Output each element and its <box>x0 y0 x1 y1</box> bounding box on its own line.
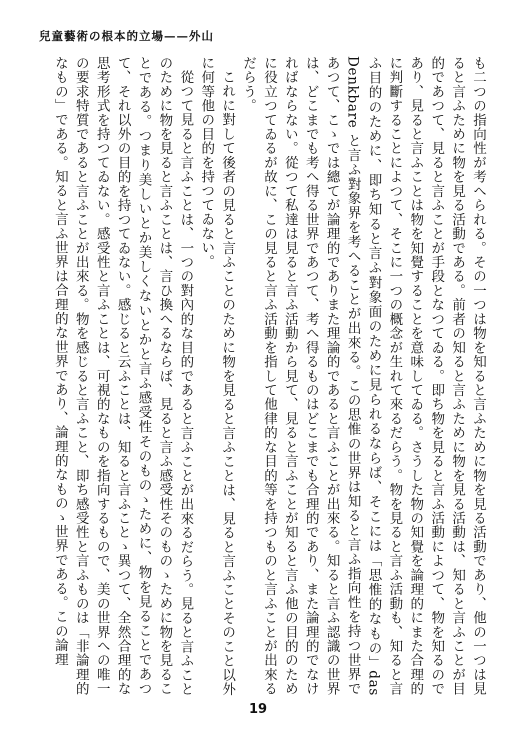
paragraph: これに對して後者の見ると言ふことのために物を見ると言ふことは、見ると言ふことそのこと以外に何等他の目的を持つてゐない。 <box>198 56 236 696</box>
running-title: 兒童藝術の根本的立場——外山 <box>39 29 214 43</box>
paragraph: 從つて見ると言ふことは、一つの對內的な目的であると言ふことが出來るだらう。見ると言ふことのために物を見ると言ふことは、言ひ換へるならば、見ると言ふ感受性そのものゝために物を見ることである。つまり美しいとか美しくないとかと言ふ感受性そのものゝために、物を見ることであつて、それ以外の目的を持つてゐない。感じると云ふことは、知ると言ふことゝ異つて、全然合理的な思考形式を持つてゐない。感受性と言ふことは、可視的なものを指向するもので、美の世界への唯一の要求特質であると言ふことが出來る。物を感じると言ふこと、即ち感受性と言ふものは「非論理的なもの」である。知ると言ふ世界は合理的な世界であり、論理的なものゝ世界である。この論理 <box>51 56 194 696</box>
page-number: 19 <box>248 702 268 717</box>
paragraph: も二つの指向性が考へられる。その一つは物を知ると言ふために物を見る活動であり、他の一つは見ると言ふために物を見る活動である。前者の知ると言ふために物を見る活動は、知ると言ふことが目的であつて、見ると言ふことが手段となつてゐる。即ち物を見ると言ふ活動によつて、物を知るのであり、見ると言ふことは物を知覺することを意味してゐる。さうした物の知覺を論理的にまた合理的に判斷することによつて、そこに一つの概念が生れて來るだらう。物を見ると言ふ活動も、知ると言ふ目的のために、即ち知ると言ふ對象面のために見られるならば、そこには「思惟的なもの」das Denkbare と言ふ對象界を考へることが出來る。この思惟の世界は知ると言ふ指向性を持つ世界であつて、こゝでは總てが論理的でありまた理論的であると言ふことが出來る。知ると言ふ認識の世界は、どこまでも考へ得る世界であつて、考へ得るものはどこまでも合理的であり、また論理的でなければならない。從つて私達は見ると言ふ活動から見て、見ると言ふことが知ると言ふ他の目的のために役立つてゐるが故に、この見ると言ふ活動を指して他律的な目的等を持つものと言ふことが出來るだらう。 <box>240 56 486 696</box>
body-text <box>31 56 488 696</box>
